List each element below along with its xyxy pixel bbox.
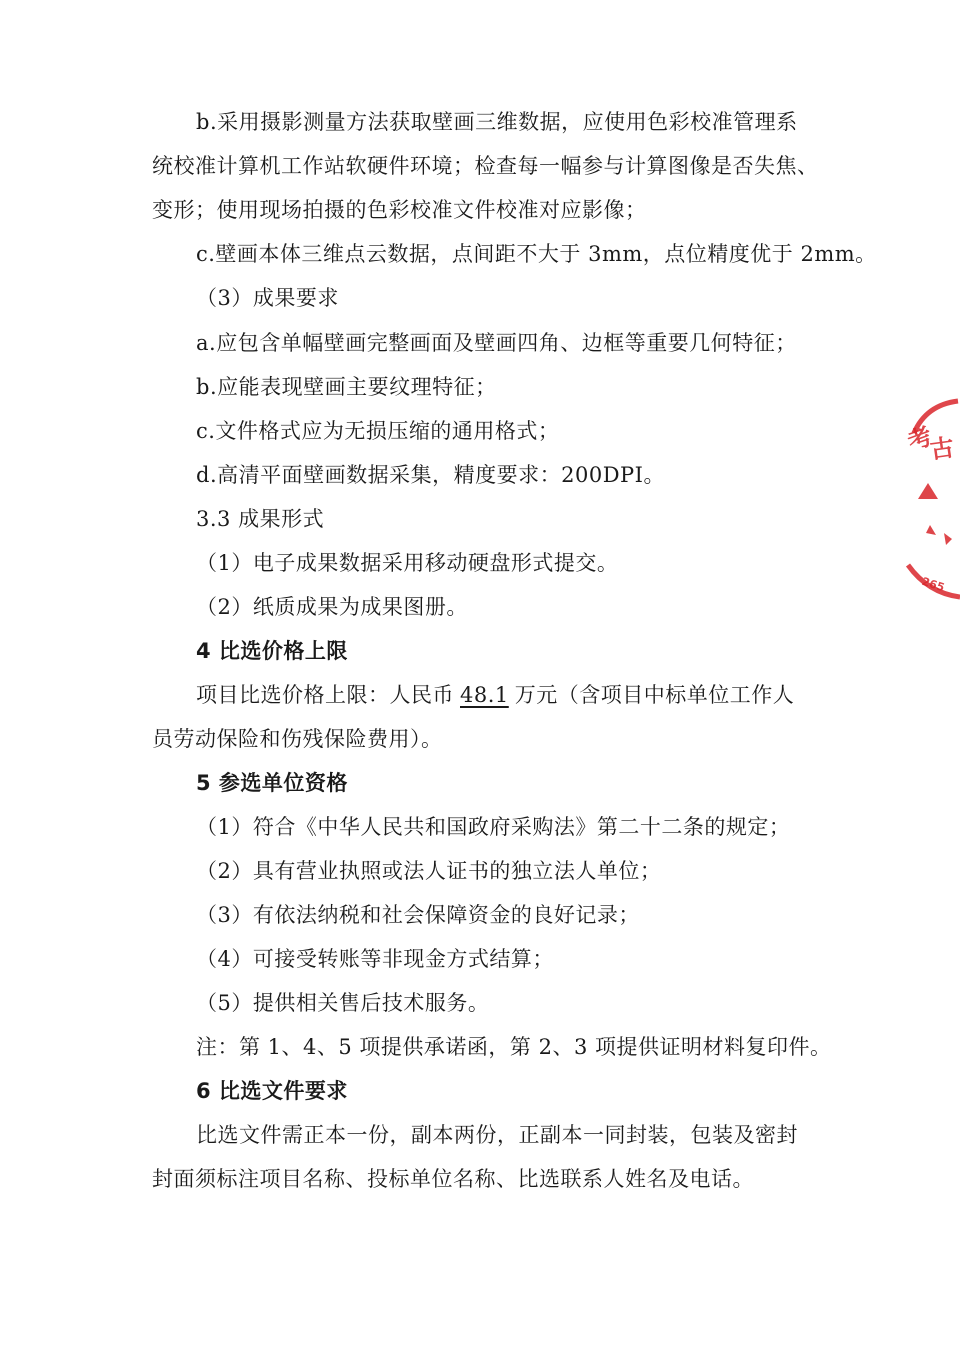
subsection-heading: 3.3 成果形式 (196, 507, 325, 531)
text-line: （1）电子成果数据采用移动硬盘形式提交。 (196, 551, 619, 575)
text-line: b.应能表现壁画主要纹理特征； (196, 375, 497, 399)
text-line: 封面须标注项目名称、投标单位名称、比选联系人姓名及电话。 (152, 1167, 754, 1191)
price-prefix: 项目比选价格上限：人民币 (196, 683, 454, 707)
price-suffix: 万元（含项目中标单位工作人 (514, 683, 795, 707)
text-line: b.采用摄影测量方法获取壁画三维数据，应使用色彩校准管理系 (196, 110, 798, 134)
seal-stamp-icon (900, 395, 960, 605)
text-line: d.高清平面壁画数据采集，精度要求：200DPI。 (196, 463, 665, 487)
text-line: （2）纸质成果为成果图册。 (196, 595, 468, 619)
text-line: （3）有依法纳税和社会保障资金的良好记录； (196, 903, 640, 927)
section-heading: 4 比选价格上限 (196, 639, 348, 663)
official-seal-fragment (900, 395, 960, 605)
seal-char: 考 (903, 421, 937, 457)
price-line (196, 680, 794, 710)
text-line: （2）具有营业执照或法人证书的独立法人单位； (196, 859, 662, 883)
text-line: c.壁画本体三维点云数据，点间距不大于 3mm，点位精度优于 2mm。 (196, 242, 877, 266)
text-line: （1）符合《中华人民共和国政府采购法》第二十二条的规定； (196, 815, 791, 839)
section-heading: 6 比选文件要求 (196, 1079, 348, 1103)
text-line: 变形；使用现场拍摄的色彩校准文件校准对应影像； (152, 198, 647, 222)
text-line: c.文件格式应为无损压缩的通用格式； (196, 419, 560, 443)
section-heading: 5 参选单位资格 (196, 771, 348, 795)
seal-number: 265 (920, 574, 947, 595)
note-line: 注：第 1、4、5 项提供承诺函，第 2、3 项提供证明材料复印件。 (196, 1035, 832, 1059)
text-line: （5）提供相关售后技术服务。 (196, 991, 490, 1015)
text-line: （4）可接受转账等非现金方式结算； (196, 947, 554, 971)
seal-char: 古 (928, 433, 956, 465)
subsection-heading: （3）成果要求 (196, 286, 339, 310)
text-line: 比选文件需正本一份，副本两份，正副本一同封装，包装及密封 (196, 1123, 798, 1147)
price-value: 48.1 (460, 683, 509, 707)
text-line: a.应包含单幅壁画完整画面及壁画四角、边框等重要几何特征； (196, 331, 797, 355)
text-line: 统校准计算机工作站软硬件环境；检查每一幅参与计算图像是否失焦、 (152, 154, 819, 178)
text-line: 员劳动保险和伤残保险费用）。 (152, 727, 443, 751)
